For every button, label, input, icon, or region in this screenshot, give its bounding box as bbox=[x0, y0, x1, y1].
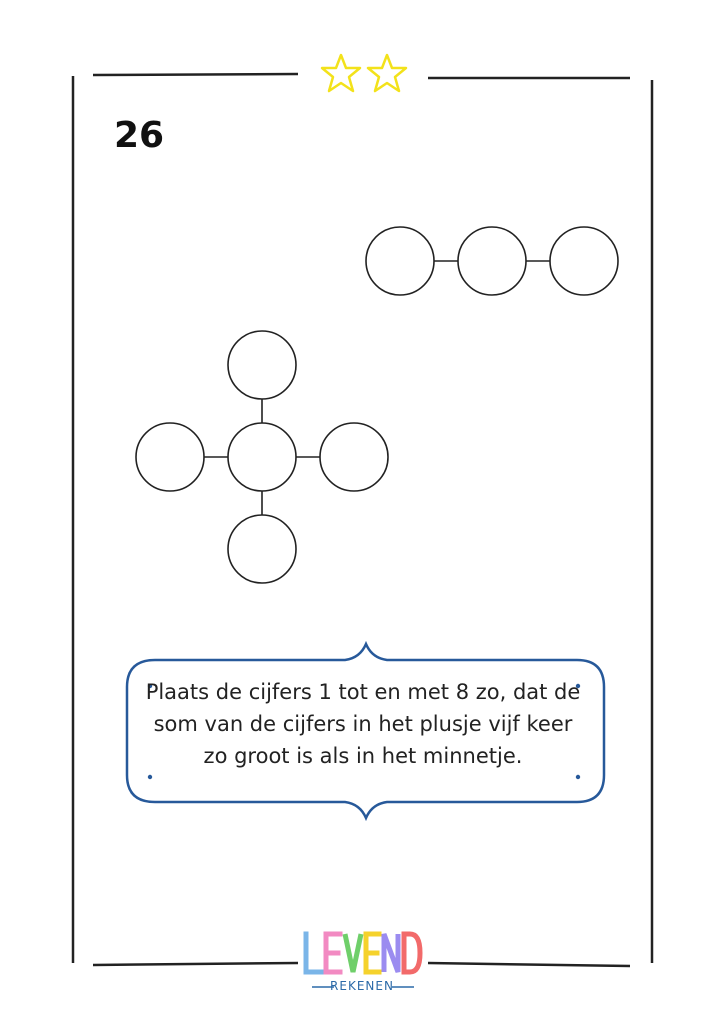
star-icon bbox=[368, 55, 406, 91]
minus-circle-3 bbox=[550, 227, 618, 295]
plus-circle-left bbox=[136, 423, 204, 491]
frame-dot bbox=[576, 775, 580, 779]
difficulty-stars bbox=[322, 55, 406, 91]
plus-circle-bottom bbox=[228, 515, 296, 583]
puzzle-number: 26 bbox=[114, 115, 165, 156]
border-top-left bbox=[93, 74, 298, 75]
minus-figure bbox=[366, 227, 618, 295]
star-icon bbox=[322, 55, 360, 91]
border-bottom-left bbox=[93, 963, 298, 965]
plus-circle-top bbox=[228, 331, 296, 399]
instruction-text: Plaats de cijfers 1 tot en met 8 zo, dat de som van de cijfers in het plusje vijf keer zo groot is als in het minnetje. bbox=[145, 680, 581, 768]
levend-rekenen-logo bbox=[300, 928, 424, 998]
logo-wordmark bbox=[300, 928, 424, 978]
minus-circle-1 bbox=[366, 227, 434, 295]
minus-circle-2 bbox=[458, 227, 526, 295]
plus-circle-center bbox=[228, 423, 296, 491]
plus-circle-right bbox=[320, 423, 388, 491]
border-bottom-right bbox=[428, 963, 630, 966]
plus-figure bbox=[136, 331, 388, 583]
logo-subtitle: REKENEN bbox=[330, 979, 394, 993]
frame-dot bbox=[148, 775, 152, 779]
